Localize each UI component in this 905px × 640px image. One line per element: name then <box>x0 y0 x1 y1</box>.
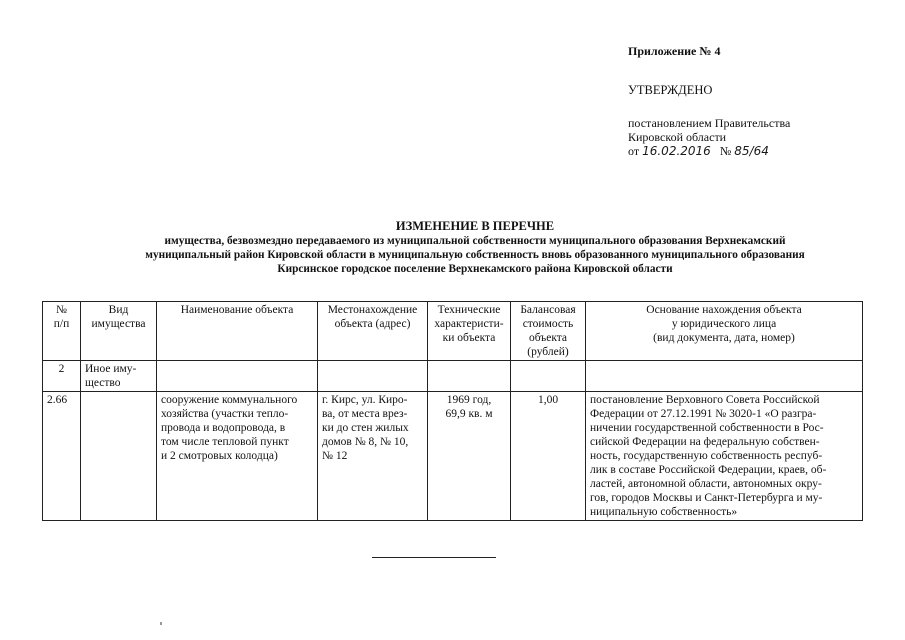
row-name-line: том числе тепловой пункт <box>161 436 289 448</box>
row-address <box>318 361 428 392</box>
title-heading: ИЗМЕНЕНИЕ В ПЕРЕЧНЕ <box>395 219 555 233</box>
approved-stamp: УТВЕРЖДЕНО <box>628 83 713 97</box>
header-balance <box>511 302 586 361</box>
title-line-3: Кирсинское городское поселение Верхнекамского района Кировской области <box>277 263 673 275</box>
row-balance <box>511 392 586 521</box>
header-name-line: Наименование объекта <box>180 304 294 316</box>
row-basis-line: ластей, автономной области, автономных окру- <box>590 478 822 490</box>
row-kind <box>81 392 157 521</box>
header-address-line: Местонахождение <box>327 304 418 316</box>
row-basis-line: ничении государственной собственности в Рос- <box>590 422 824 434</box>
approval-block <box>628 44 868 158</box>
row-basis-line: сийской Федерации на федеральную собствен- <box>590 436 820 448</box>
row-address-line: № 12 <box>322 450 348 462</box>
table-header-row <box>43 302 863 361</box>
header-num <box>43 302 81 361</box>
header-kind-line: имущества <box>91 318 146 330</box>
decree-date: 16.02.2016 <box>642 144 711 158</box>
row-num: 2.66 <box>43 392 81 521</box>
header-address-line: объекта (адрес) <box>334 318 411 330</box>
decree-date-line <box>628 144 868 158</box>
header-name <box>157 302 318 361</box>
row-name <box>157 392 318 521</box>
row-basis-line: лик в составе Российской Федерации, краев, об- <box>590 464 827 476</box>
header-basis-line: (вид документа, дата, номер) <box>653 332 795 344</box>
row-basis-line: ность, государственную собственность респуб- <box>590 450 823 462</box>
row-name-line: хозяйства (участки тепло- <box>161 408 289 420</box>
header-balance-line: стоимость <box>522 318 574 330</box>
row-address-line: домов № 8, № 10, <box>322 436 409 448</box>
header-kind <box>81 302 157 361</box>
row-basis-line: постановление Верховного Совета Российской <box>590 394 820 406</box>
decree-line-2: Кировской области <box>628 130 727 144</box>
row-address-line: ва, от места врез- <box>322 408 408 420</box>
row-name-line: сооружение коммунального <box>161 394 298 406</box>
row-tech <box>428 361 511 392</box>
title-line-1: имущества, безвозмездно передаваемого из муниципальной собственности муниципального образования Верхнекамский <box>164 235 786 247</box>
annex-number: Приложение № 4 <box>628 44 721 58</box>
header-num-line: № <box>56 304 67 316</box>
header-balance-line: (рублей) <box>527 346 569 358</box>
row-kind-line: щество <box>85 377 121 389</box>
header-balance-line: Балансовая <box>520 304 576 316</box>
table-row <box>43 392 863 521</box>
row-balance-line: 1,00 <box>537 394 559 406</box>
row-kind <box>81 361 157 392</box>
header-tech-line: характеристи- <box>434 318 504 330</box>
document-title <box>40 219 905 276</box>
property-table <box>42 301 863 521</box>
row-num: 2 <box>43 361 81 392</box>
row-name-line: провода и водопровода, в <box>161 422 286 434</box>
row-tech-line: 69,9 кв. м <box>445 408 493 420</box>
header-tech-line: Технические <box>437 304 501 316</box>
table-row <box>43 361 863 392</box>
date-prefix: от <box>628 144 640 158</box>
header-basis-line: Основание нахождения объекта <box>646 304 802 316</box>
header-basis <box>586 302 863 361</box>
row-basis <box>586 392 863 521</box>
number-prefix: № <box>719 144 732 158</box>
header-balance-line: объекта <box>528 332 568 344</box>
header-tech <box>428 302 511 361</box>
header-basis-line: у юридического лица <box>671 318 777 330</box>
row-basis <box>586 361 863 392</box>
header-num-line: п/п <box>53 318 70 330</box>
scan-speck <box>160 622 162 625</box>
decree-number: 85/64 <box>734 144 769 158</box>
row-address-line: г. Кирс, ул. Киро- <box>322 394 408 406</box>
title-line-2: муниципальный район Кировской области в муниципальную собственность вновь образованного муниципального образования <box>145 249 805 261</box>
row-tech <box>428 392 511 521</box>
header-tech-line: ки объекта <box>442 332 496 344</box>
decree-line-1: постановлением Правительства <box>628 116 791 130</box>
row-kind-line: Иное иму- <box>85 363 137 375</box>
closing-rule <box>372 557 496 558</box>
row-basis-line: гов, городов Москвы и Санкт-Петербурга и му- <box>590 492 823 504</box>
row-balance <box>511 361 586 392</box>
row-name <box>157 361 318 392</box>
row-address-line: ки до стен жилых <box>322 422 409 434</box>
row-name-line: и 2 смотровых колодца) <box>161 450 278 462</box>
row-address <box>318 392 428 521</box>
header-address <box>318 302 428 361</box>
row-basis-line: Федерации от 27.12.1991 № 3020-1 «О разгра- <box>590 408 817 420</box>
row-tech-line: 1969 год, <box>446 394 492 406</box>
header-kind-line: Вид <box>108 304 129 316</box>
row-basis-line: ниципальную собственность» <box>590 506 738 518</box>
